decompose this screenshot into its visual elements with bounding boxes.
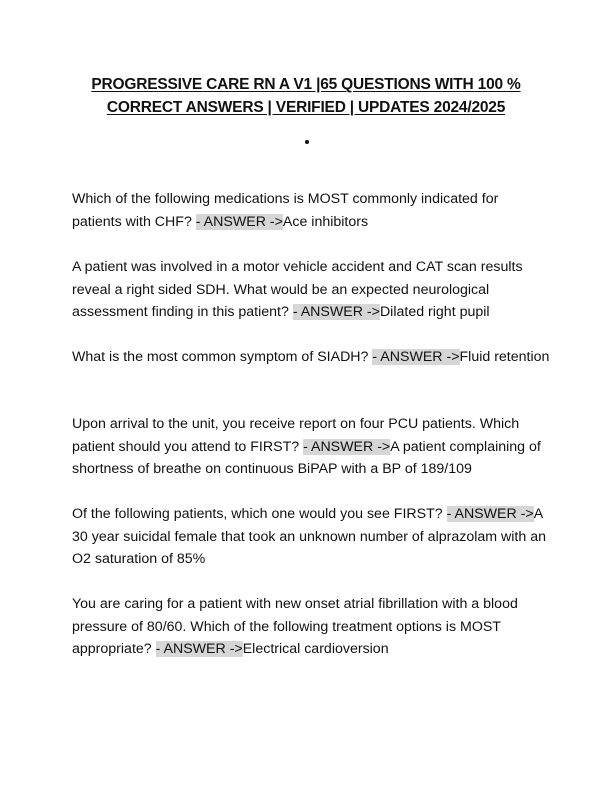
answer-text: Fluid retention [459,349,550,365]
qa-item [72,188,550,233]
question-text: Which of the following medications is MOST commonly indicated for patients with CHF? [72,191,499,230]
document-title [60,74,552,119]
answer-marker: - ANSWER -> [195,213,283,230]
answer-marker: - ANSWER -> [292,304,380,320]
answer-text: Electrical cardioversion [242,641,389,657]
qa-item [72,256,550,324]
question-text: Of the following patients, which one would you see FIRST? [72,506,447,522]
answer-marker: - ANSWER -> [155,641,243,657]
qa-item [72,346,550,369]
answer-marker: - ANSWER -> [372,349,460,365]
question-text: What is the most common symptom of SIADH? [72,349,373,365]
question-text: Upon arrival to the unit, you receive report on four PCU patients. Which patient should you attend to FIRST? [72,416,520,455]
title-line-2: CORRECT ANSWERS | VERIFIED | UPDATES 2024/2025 [106,98,506,116]
qa-item [72,593,550,661]
qa-item [72,503,550,571]
qa-item [72,413,550,481]
separator-dot [305,140,309,144]
answer-marker: - ANSWER -> [303,438,391,455]
answer-text: Ace inhibitors [282,213,369,230]
answer-marker: - ANSWER -> [446,506,534,522]
title-line-1: PROGRESSIVE CARE RN A V1 |65 QUESTIONS WITH 100 % [91,76,521,93]
answer-text: Dilated right pupil [379,304,490,320]
question-text: You are caring for a patient with new onset atrial fibrillation with a blood pressure of 80/60. Which of the following treatment options is MOST appropriate? [72,596,518,657]
answer-text: A 30 year suicidal female that took an unknown number of alprazolam with an O2 saturation of 85% [72,506,546,567]
question-text: A patient was involved in a motor vehicle accident and CAT scan results reveal a right sided SDH. What would be an expected neurological assessment finding in this patient? [72,259,523,320]
answer-text: A patient complaining of shortness of breathe on continuous BiPAP with a BP of 189/109 [72,438,541,477]
